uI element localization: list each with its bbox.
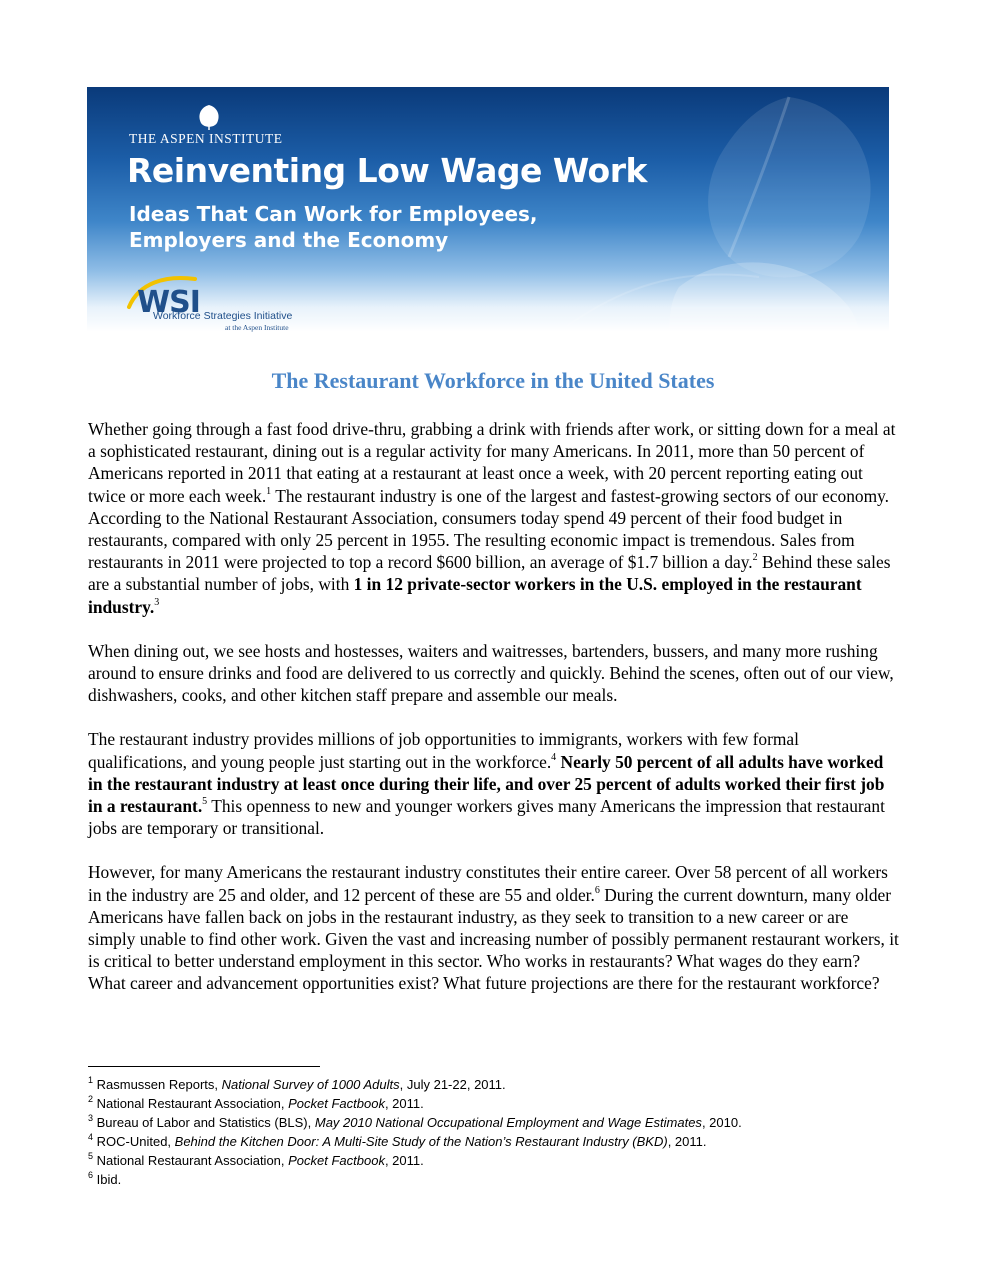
footnote-ref-2: 2 [752, 552, 758, 564]
footnote-text: Ibid. [93, 1172, 122, 1187]
body-text [88, 418, 900, 1017]
paragraph-1 [88, 418, 900, 618]
footnote [88, 1151, 898, 1170]
footnote [88, 1170, 898, 1189]
wsi-name: Workforce Strategies Initiative [153, 310, 293, 322]
footnote-title: May 2010 National Occupational Employment and Wage Estimates [314, 1115, 702, 1130]
footnote-number: 6 [88, 1169, 94, 1180]
footnote-text: National Restaurant Association, [93, 1153, 289, 1168]
footnote-text: , 2010. [701, 1115, 742, 1130]
footnote-title: Pocket Factbook [288, 1153, 385, 1168]
footnote-title: Behind the Kitchen Door: A Multi-Site Study of the Nation’s Restaurant Industry (BKD) [174, 1134, 668, 1149]
footnote-ref-6: 6 [594, 884, 600, 896]
footnote-number: 2 [88, 1093, 94, 1104]
banner-subtitle-line2: Employers and the Economy [129, 228, 449, 252]
footnote-title: National Survey of 1000 Adults [221, 1077, 400, 1092]
footnote [88, 1132, 898, 1151]
paragraph-3-text-b: This openness to new and younger workers gives many Americans the impression that restaurant jobs are temporary or transitional. [88, 796, 885, 839]
footnote [88, 1075, 898, 1094]
footnote-ref-1: 1 [266, 485, 272, 497]
paragraph-4-text-a: However, for many Americans the restaurant industry constitutes their entire career. Over 58 percent of all workers in the industry are 25 and older, and 12 percent of these are 55 and older. [88, 862, 888, 905]
footnote-text: Bureau of Labor and Statistics (BLS), [93, 1115, 315, 1130]
footnote-text: , July 21-22, 2011. [399, 1077, 506, 1092]
paragraph-4-text-b: During the current downturn, many older Americans have fallen back on jobs in the restaurant industry, as they seek to transition to a new career or are simply unable to find other work. Given the vast and increasing number of possibly permanent restaurant workers, it is critical to better understand employment in this sector. Who works in restaurants? What wages do they earn? What career and advancement opportunities exist? What future projections are there for the restaurant workforce? [88, 884, 899, 994]
aspen-institute-logo: THE ASPEN INSTITUTE [129, 131, 283, 146]
aspen-leaf-icon [195, 103, 223, 131]
paragraph-1-text-a: Whether going through a fast food drive-thru, grabbing a drink with friends after work, or sitting down for a meal at a sophisticated restaurant, dining out is a regular activity for many Americans. In 2011, more than 50 percent of Americans reported in 2011 that eating at a restaurant at least once a week, with 20 percent reporting eating out twice or more each week. [88, 419, 896, 506]
footnote-text: , 2011. [384, 1153, 424, 1168]
footnote-number: 3 [88, 1112, 94, 1123]
paragraph-2: When dining out, we see hosts and hostesses, waiters and waitresses, bartenders, bussers, and many more rushing around to ensure drinks and food are delivered to us correctly and quickly. Behind the scenes, often out of our view, dishwashers, cooks, and other kitchen staff prepare and assemble our meals. [88, 640, 894, 706]
page-title: The Restaurant Workforce in the United States [271, 368, 715, 393]
banner-subtitle [129, 201, 538, 253]
footnotes [88, 1075, 898, 1189]
footnote-divider [88, 1066, 320, 1067]
paragraph-1-text-c: Behind these sales are a substantial number of jobs, with [88, 552, 891, 595]
footnote-text: , 2011. [384, 1096, 424, 1111]
footnote-number: 4 [88, 1131, 94, 1142]
footnote [88, 1094, 898, 1113]
paragraph-1-bold: 1 in 12 private-sector workers in the U.S. employed in the restaurant industry. [88, 574, 862, 617]
footnote [88, 1113, 898, 1132]
header-banner [87, 87, 889, 332]
paragraph-3-text-a: The restaurant industry provides millions of job opportunities to immigrants, workers with few formal qualifications, and young people just starting out in the workforce. [88, 729, 799, 772]
footnote-number: 1 [88, 1074, 94, 1085]
footnote-ref-3: 3 [154, 596, 160, 608]
wsi-subtitle: at the Aspen Institute [225, 323, 289, 332]
wsi-logo: WSI [137, 285, 200, 320]
footnote-text: , 2011. [667, 1134, 707, 1149]
leaf-decoration-icon [559, 87, 889, 332]
footnote-ref-5: 5 [202, 796, 208, 808]
footnote-ref-4: 4 [551, 751, 557, 763]
paragraph-1-text-b: The restaurant industry is one of the largest and fastest-growing sectors of our economy. According to the National Restaurant Association, consumers today spend 49 percent of their food budget in restaurants, compared with only 25 percent in 1955. The resulting economic impact is tremendous. Sales from restaurants in 2011 were projected to top a record $600 billion, an average of $1.7 billion a day. [88, 485, 890, 573]
paragraph-4 [88, 861, 900, 994]
banner-title: Reinventing Low Wage Work [127, 151, 647, 190]
paragraph-3 [88, 728, 900, 839]
footnote-text: ROC-United, [93, 1134, 175, 1149]
paragraph-3-bold: Nearly 50 percent of all adults have worked in the restaurant industry at least once during their life, and over 25 percent of adults worked their first job in a restaurant. [88, 751, 885, 817]
footnote-number: 5 [88, 1150, 94, 1161]
banner-subtitle-line1: Ideas That Can Work for Employees, [129, 202, 538, 226]
footnote-text: Rasmussen Reports, [93, 1077, 222, 1092]
footnote-title: Pocket Factbook [288, 1096, 385, 1111]
footnote-text: National Restaurant Association, [93, 1096, 289, 1111]
